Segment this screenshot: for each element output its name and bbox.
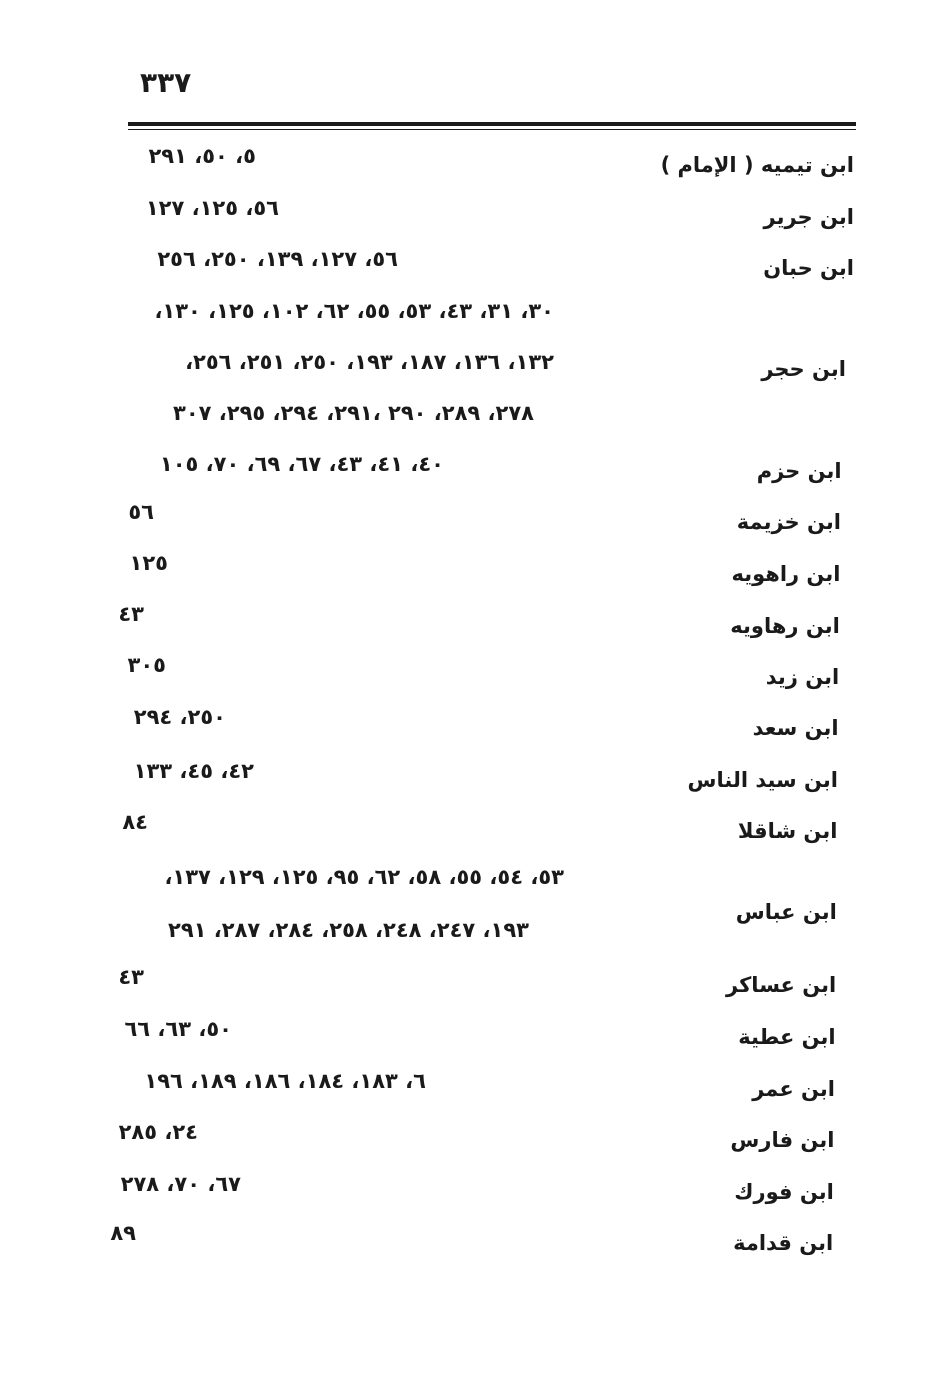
entry-name: ابن حجر [761, 357, 846, 381]
entry-name: ابن رهاويه [730, 614, 840, 638]
entry-pages-line: ١٢٥ [129, 551, 168, 575]
entry-pages-line: ٣٠٥ [127, 653, 166, 677]
entry-name: ابن زيد [765, 665, 840, 689]
entry-name: ابن عباس [735, 900, 837, 924]
entry-pages-line: ٢٥٠، ٢٩٤ [133, 705, 226, 729]
entry-pages-line: ٣٠، ٣١، ٤٣، ٥٣، ٥٥، ٦٢، ١٠٢، ١٢٥، ١٣٠، [154, 299, 554, 323]
entry-pages-line: ٢٧٨، ٢٨٩، ٢٩٠ ،٢٩١، ٢٩٤، ٢٩٥، ٣٠٧ [173, 401, 534, 425]
entry-name: ابن سعد [752, 716, 839, 740]
entry-name: ابن فارس [730, 1128, 835, 1152]
entry-pages-line: ٥٦ [128, 500, 154, 524]
entry-pages-line: ١٣٢، ١٣٦، ١٨٧، ١٩٣، ٢٥٠، ٢٥١، ٢٥٦، [185, 350, 554, 374]
entry-pages-line: ٦٧، ٧٠، ٢٧٨ [120, 1172, 241, 1196]
entry-name: ابن جرير [763, 205, 854, 229]
entry-pages-line: ٥٣، ٥٤، ٥٥، ٥٨، ٦٢، ٩٥، ١٢٥، ١٢٩، ١٣٧، [164, 865, 564, 889]
entry-name: ابن عساكر [726, 973, 837, 997]
entry-pages-line: ٥٦، ١٢٧، ١٣٩، ٢٥٠، ٢٥٦ [157, 247, 398, 271]
entry-name: ابن سيد الناس [687, 768, 838, 792]
entry-pages-line: ٥٦، ١٢٥، ١٢٧ [145, 196, 279, 220]
entry-name: ابن قدامة [733, 1231, 834, 1255]
page-number: ٣٣٧ [140, 66, 192, 99]
entry-name: ابن تيميه ( الإمام ) [660, 153, 854, 177]
entry-pages-line: ٢٤، ٢٨٥ [118, 1120, 198, 1144]
entry-pages-line: ٤٣ [118, 965, 144, 989]
entry-name: ابن شاقلا [737, 819, 838, 843]
entry-name: ابن عمر [752, 1077, 835, 1101]
entry-name: ابن فورك [734, 1180, 834, 1204]
entry-name: ابن عطية [738, 1025, 836, 1049]
entry-name: ابن حزم [756, 459, 842, 483]
entry-pages-line: ٥٠، ٦٣، ٦٦ [124, 1017, 232, 1041]
entry-name: ابن راهويه [731, 562, 841, 586]
entry-pages-line: ١٩٣، ٢٤٧، ٢٤٨، ٢٥٨، ٢٨٤، ٢٨٧، ٢٩١ [168, 918, 529, 942]
entry-pages-line: ٦، ١٨٣، ١٨٤، ١٨٦، ١٨٩، ١٩٦ [144, 1069, 426, 1093]
entry-pages-line: ٤٣ [118, 602, 144, 626]
entry-name: ابن خزيمة [736, 510, 841, 534]
entry-pages-line: ٤٠، ٤١، ٤٣، ٦٧، ٦٩، ٧٠، ١٠٥ [159, 452, 444, 476]
entry-pages-line: ٤٢، ٤٥، ١٣٣ [133, 759, 254, 783]
entry-pages-line: ٥، ٥٠، ٢٩١ [148, 144, 256, 168]
entry-name: ابن حبان [763, 256, 854, 280]
entry-pages-line: ٨٩ [110, 1221, 136, 1245]
entry-pages-line: ٨٤ [122, 810, 148, 834]
